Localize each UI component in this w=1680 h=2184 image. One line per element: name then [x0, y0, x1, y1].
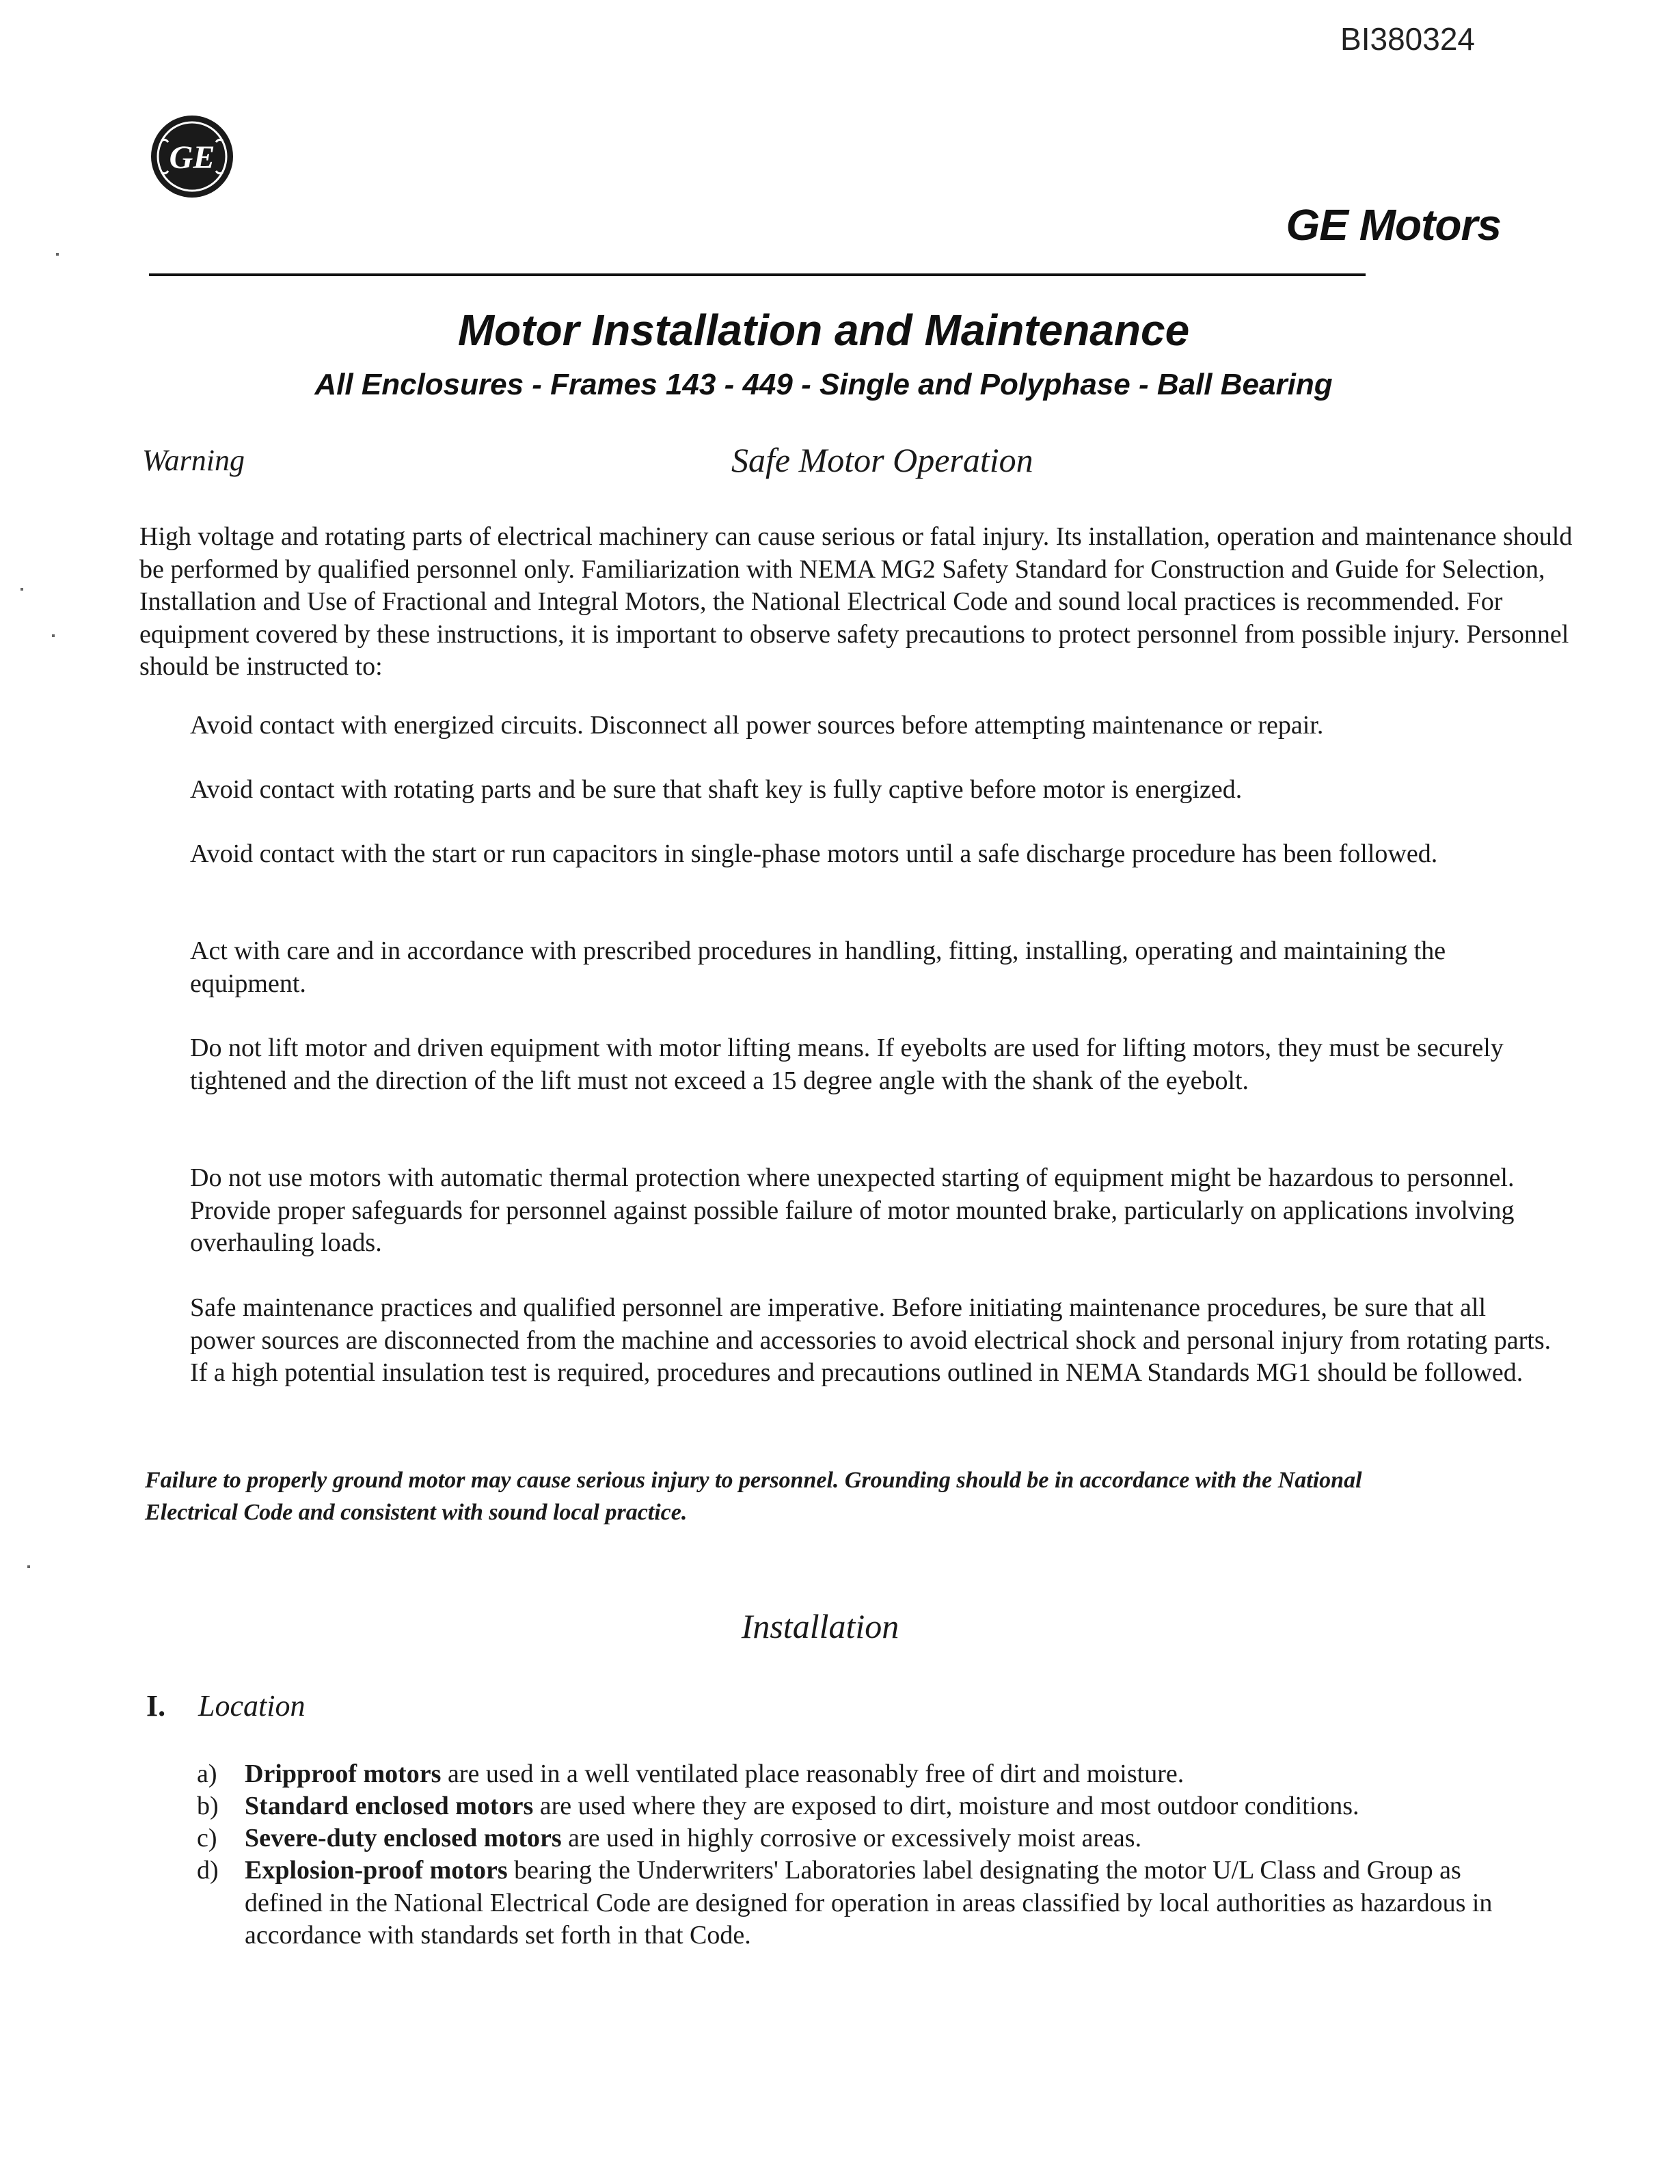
location-item [197, 1790, 1564, 1823]
document-title: Motor Installation and Maintenance [457, 306, 1190, 355]
scan-speck [21, 588, 23, 591]
item-text: are used in highly corrosive or excessively moist areas. [561, 1824, 1142, 1852]
section-title: Location [198, 1689, 306, 1723]
installation-heading: Installation [741, 1607, 899, 1645]
safety-instruction: Avoid contact with rotating parts and be sure that shaft key is fully captive before motor is energized. [190, 775, 1243, 804]
item-term: Dripproof motors [245, 1760, 442, 1788]
warning-intro-paragraph: High voltage and rotating parts of electrical machinery can cause serious or fatal injury. Its installation, operation and maintenance should be performed by qualified personnel only. Familiarization with NEMA MG2 Safety Standard for Construction and Guide for Selection, Installation and Use of Fractional and Integral Motors, the National Electrical Code and sound local practices is recommended. For equipment covered by these instructions, it is important to observe safety precautions to protect personnel from possible injury. Personnel should be instructed to: [139, 522, 1573, 681]
item-term: Standard enclosed motors [245, 1792, 534, 1820]
section-number: I. [146, 1689, 166, 1723]
warning-label: Warning [142, 444, 245, 477]
ge-logo-icon [149, 113, 235, 200]
item-marker: b) [197, 1792, 219, 1820]
brand-name: GE Motors [1286, 200, 1501, 250]
item-marker: a) [197, 1760, 217, 1788]
grounding-note: Failure to properly ground motor may cause serious injury to personnel. Grounding should be in accordance with the National Electrical Code and consistent with sound local practice. [145, 1468, 1362, 1525]
safe-operation-heading: Safe Motor Operation [731, 441, 1033, 479]
document-subtitle: All Enclosures - Frames 143 - 449 - Single and Polyphase - Ball Bearing [314, 368, 1333, 401]
location-item [197, 1822, 1564, 1855]
document-id: BI380324 [1340, 21, 1475, 57]
item-text: bearing the Underwriters' Laboratories label designating the motor U/L Class and Group as defined in the National Electrical Code are designed for operation in areas classified by local authorities as hazardous in accordance with standards set forth in that Code. [245, 1856, 1493, 1950]
item-term: Explosion-proof motors [245, 1856, 508, 1885]
scan-speck [52, 634, 55, 637]
safety-instruction: Safe maintenance practices and qualified personnel are imperative. Before initiating maintenance procedures, be sure that all power sources are disconnected from the machine and accessories to avoid electrical shock and personal injury from rotating parts. If a high potential insulation test is required, procedures and precautions outlined in NEMA Standards MG1 should be followed. [190, 1293, 1552, 1387]
item-marker: c) [197, 1824, 217, 1852]
svg-text:GE: GE [169, 139, 215, 176]
location-item [197, 1758, 1564, 1791]
location-item [197, 1855, 1564, 1952]
safety-instruction: Avoid contact with the start or run capacitors in single-phase motors until a safe discharge procedure has been followed. [190, 839, 1438, 868]
item-text: are used where they are exposed to dirt, moisture and most outdoor conditions. [533, 1792, 1359, 1820]
safety-instruction: Do not use motors with automatic thermal protection where unexpected starting of equipment might be hazardous to personnel. Provide proper safeguards for personnel against possible failure of motor mounted brake, particularly on applications involving overhauling loads. [190, 1163, 1515, 1257]
item-term: Severe-duty enclosed motors [245, 1824, 562, 1852]
scan-speck [56, 253, 59, 256]
safety-instruction: Do not lift motor and driven equipment with motor lifting means. If eyebolts are used for lifting motors, they must be securely tightened and the direction of the lift must not exceed a 15 degree angle with the shank of the eyebolt. [190, 1034, 1504, 1095]
header-divider [149, 273, 1366, 276]
safety-instruction: Avoid contact with energized circuits. Disconnect all power sources before attempting maintenance or repair. [190, 711, 1324, 740]
item-marker: d) [197, 1856, 219, 1885]
scan-speck [27, 1565, 30, 1568]
safety-instruction: Act with care and in accordance with prescribed procedures in handling, fitting, installing, operating and maintaining the equipment. [190, 936, 1446, 998]
item-text: are used in a well ventilated place reasonably free of dirt and moisture. [441, 1760, 1184, 1788]
